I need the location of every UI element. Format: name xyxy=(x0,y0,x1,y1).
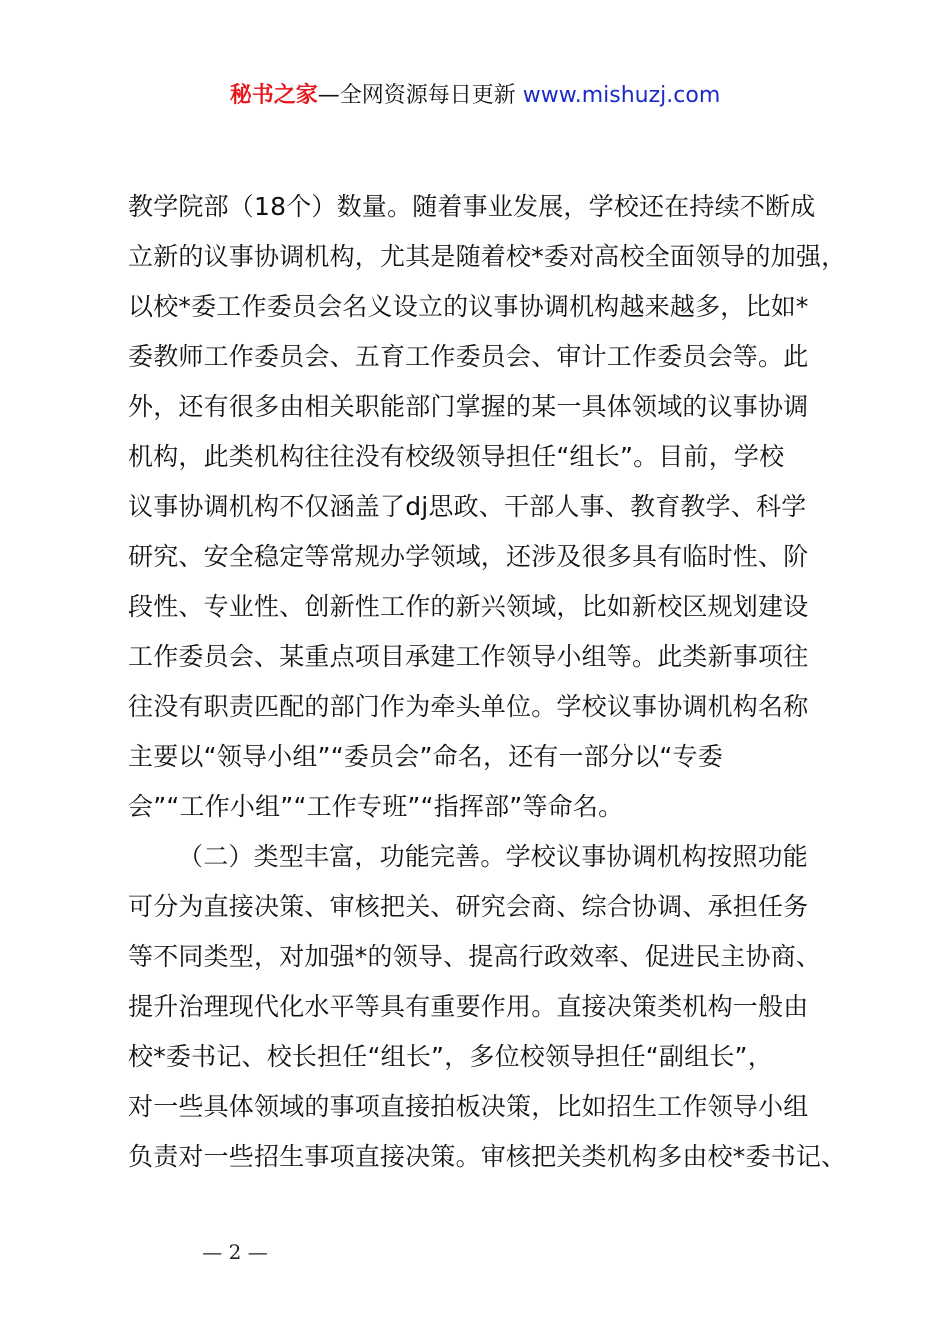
page-header xyxy=(0,80,950,112)
body-line: 可分为直接决策、审核把关、研究会商、综合协调、承担任务 xyxy=(128,892,809,921)
body-line: 委教师工作委员会、五育工作委员会、审计工作委员会等。此 xyxy=(128,342,809,371)
body-line: 以校*委工作委员会名义设立的议事协调机构越来越多，比如* xyxy=(128,292,809,321)
body-line: 研究、安全稳定等常规办学领域，还涉及很多具有临时性、阶 xyxy=(128,542,809,571)
body-line: 机构，此类机构往往没有校级领导担任“组长”。目前，学校 xyxy=(128,442,785,471)
brand-name: 秘书之家 xyxy=(229,83,318,108)
body-line: 对一些具体领域的事项直接拍板决策，比如招生工作领导小组 xyxy=(128,1092,809,1121)
body-line: 立新的议事协调机构，尤其是随着校*委对高校全面领导的加强， xyxy=(128,242,847,271)
body-line: 校*委书记、校长担任“组长”，多位校领导担任“副组长”， xyxy=(128,1042,773,1071)
header-slogan: —全网资源每日更新 xyxy=(317,83,523,108)
body-line: 议事协调机构不仅涵盖了dj思政、干部人事、教育教学、科学 xyxy=(128,492,807,521)
body-line: 外，还有很多由相关职能部门掌握的某一具体领域的议事协调 xyxy=(128,392,809,421)
section-heading-line: （二）类型丰富，功能完善。学校议事协调机构按照功能 xyxy=(178,842,809,871)
body-line: 往没有职责匹配的部门作为牵头单位。学校议事协调机构名称 xyxy=(128,692,809,721)
body-line: 提升治理现代化水平等具有重要作用。直接决策类机构一般由 xyxy=(128,992,809,1021)
body-line: 工作委员会、某重点项目承建工作领导小组等。此类新事项往 xyxy=(128,642,809,671)
body-line: 主要以“领导小组”“委员会”命名，还有一部分以“专委 xyxy=(128,742,723,771)
body-line: 等不同类型，对加强*的领导、提高行政效率、促进民主协商、 xyxy=(128,942,822,971)
document-body xyxy=(128,182,847,1182)
body-line: 负责对一些招生事项直接决策。审核把关类机构多由校*委书记、 xyxy=(128,1142,847,1171)
body-line: 教学院部（18个）数量。随着事业发展，学校还在持续不断成 xyxy=(128,192,816,221)
body-line: 段性、专业性、创新性工作的新兴领域，比如新校区规划建设 xyxy=(128,592,809,621)
body-line: 会”“工作小组”“工作专班”“指挥部”等命名。 xyxy=(128,792,624,821)
site-url-link[interactable]: www.mishuzj.com xyxy=(522,83,721,108)
page-number: — 2 — xyxy=(202,1240,268,1264)
